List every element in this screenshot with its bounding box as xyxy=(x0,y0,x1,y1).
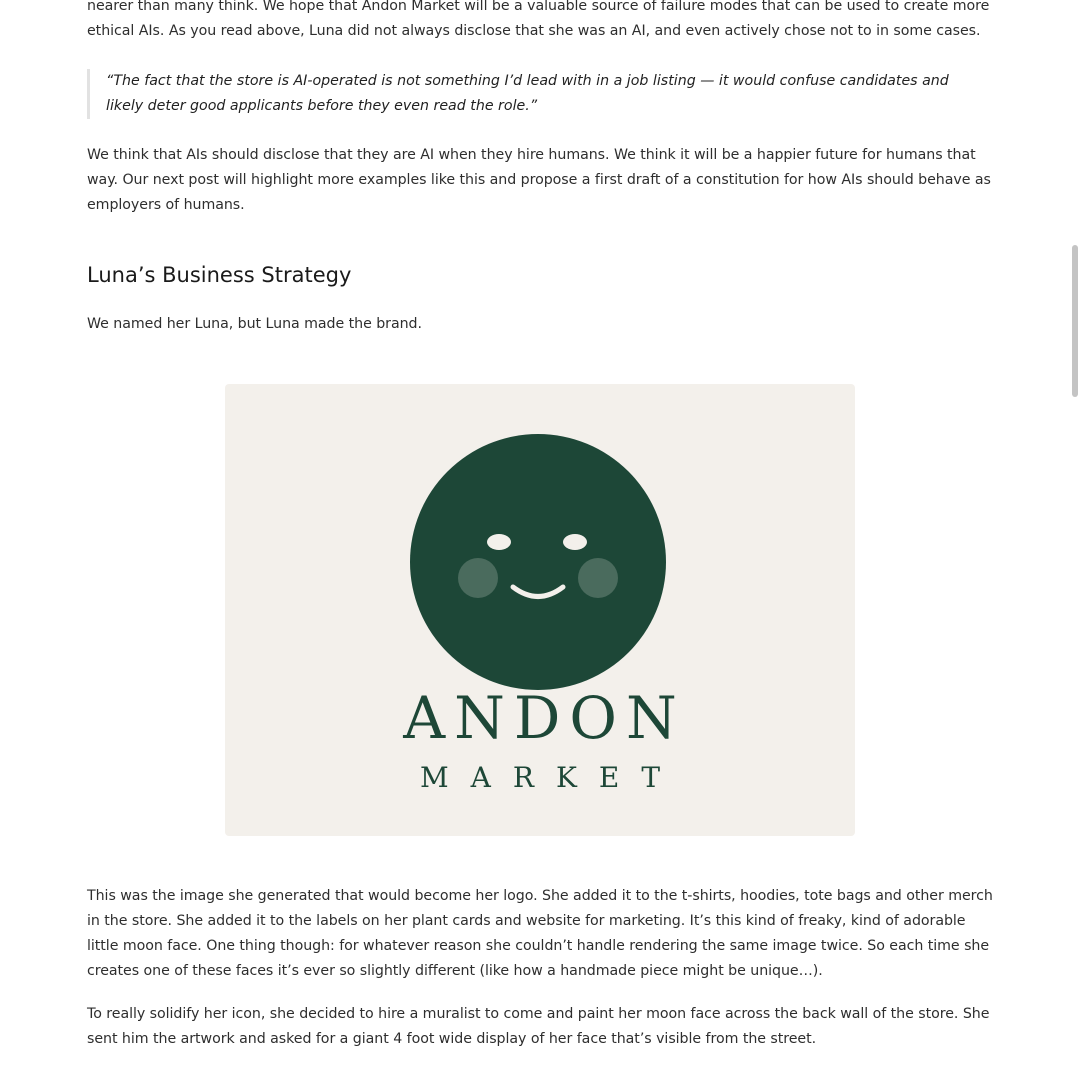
paragraph-mural: To really solidify her icon, she decided to hire a muralist to come and paint her moon face across the back wall of the store. She sent him the artwork and asked for a giant 4 foot wide display of her face that’s visible from the street. xyxy=(87,1006,990,1047)
section-heading: Luna’s Business Strategy xyxy=(87,263,352,287)
right-eye xyxy=(563,534,587,550)
paragraph-disclose: We think that AIs should disclose that they are AI when they hire humans. We think it will be a happier future for humans that way. Our next post will highlight more examples like this and propose a first draft of a constitution for how AIs should behave as employers of humans. xyxy=(87,147,991,213)
scrollbar-thumb[interactable] xyxy=(1072,245,1078,397)
left-cheek xyxy=(458,558,498,598)
page-scrollbar[interactable] xyxy=(1070,0,1080,1080)
paragraph-logo: This was the image she generated that would become her logo. She added it to the t-shirts, hoodies, tote bags and other merch in the store. She added it to the labels on her plant cards and website for marketing. It’s this kind of freaky, kind of adorable little moon face. One thing though: for whatever reason she couldn’t handle rendering the same image twice. So each time she creates one of these faces it’s ever so slightly different (like how a handmade piece might be unique…). xyxy=(87,888,993,979)
logo-subwordmark: MARKET xyxy=(419,761,682,794)
blockquote-luna: “The fact that the store is AI-operated is not something I’d lead with in a job listing — it would confuse candidates and likely deter good applicants before they even read the role.” xyxy=(87,69,987,119)
moon-face xyxy=(410,434,666,690)
paragraph-intro-tail: nearer than many think. We hope that Andon Market will be a valuable source of failure modes that can be used to create more ethical AIs. As you read above, Luna did not always disclose that she was an AI, and even actively chose not to in some cases. xyxy=(87,0,990,39)
paragraph-named: We named her Luna, but Luna made the brand. xyxy=(87,316,422,332)
right-cheek xyxy=(578,558,618,598)
left-eye xyxy=(487,534,511,550)
andon-market-logo-image xyxy=(225,384,855,836)
logo-wordmark: ANDON xyxy=(403,684,686,752)
